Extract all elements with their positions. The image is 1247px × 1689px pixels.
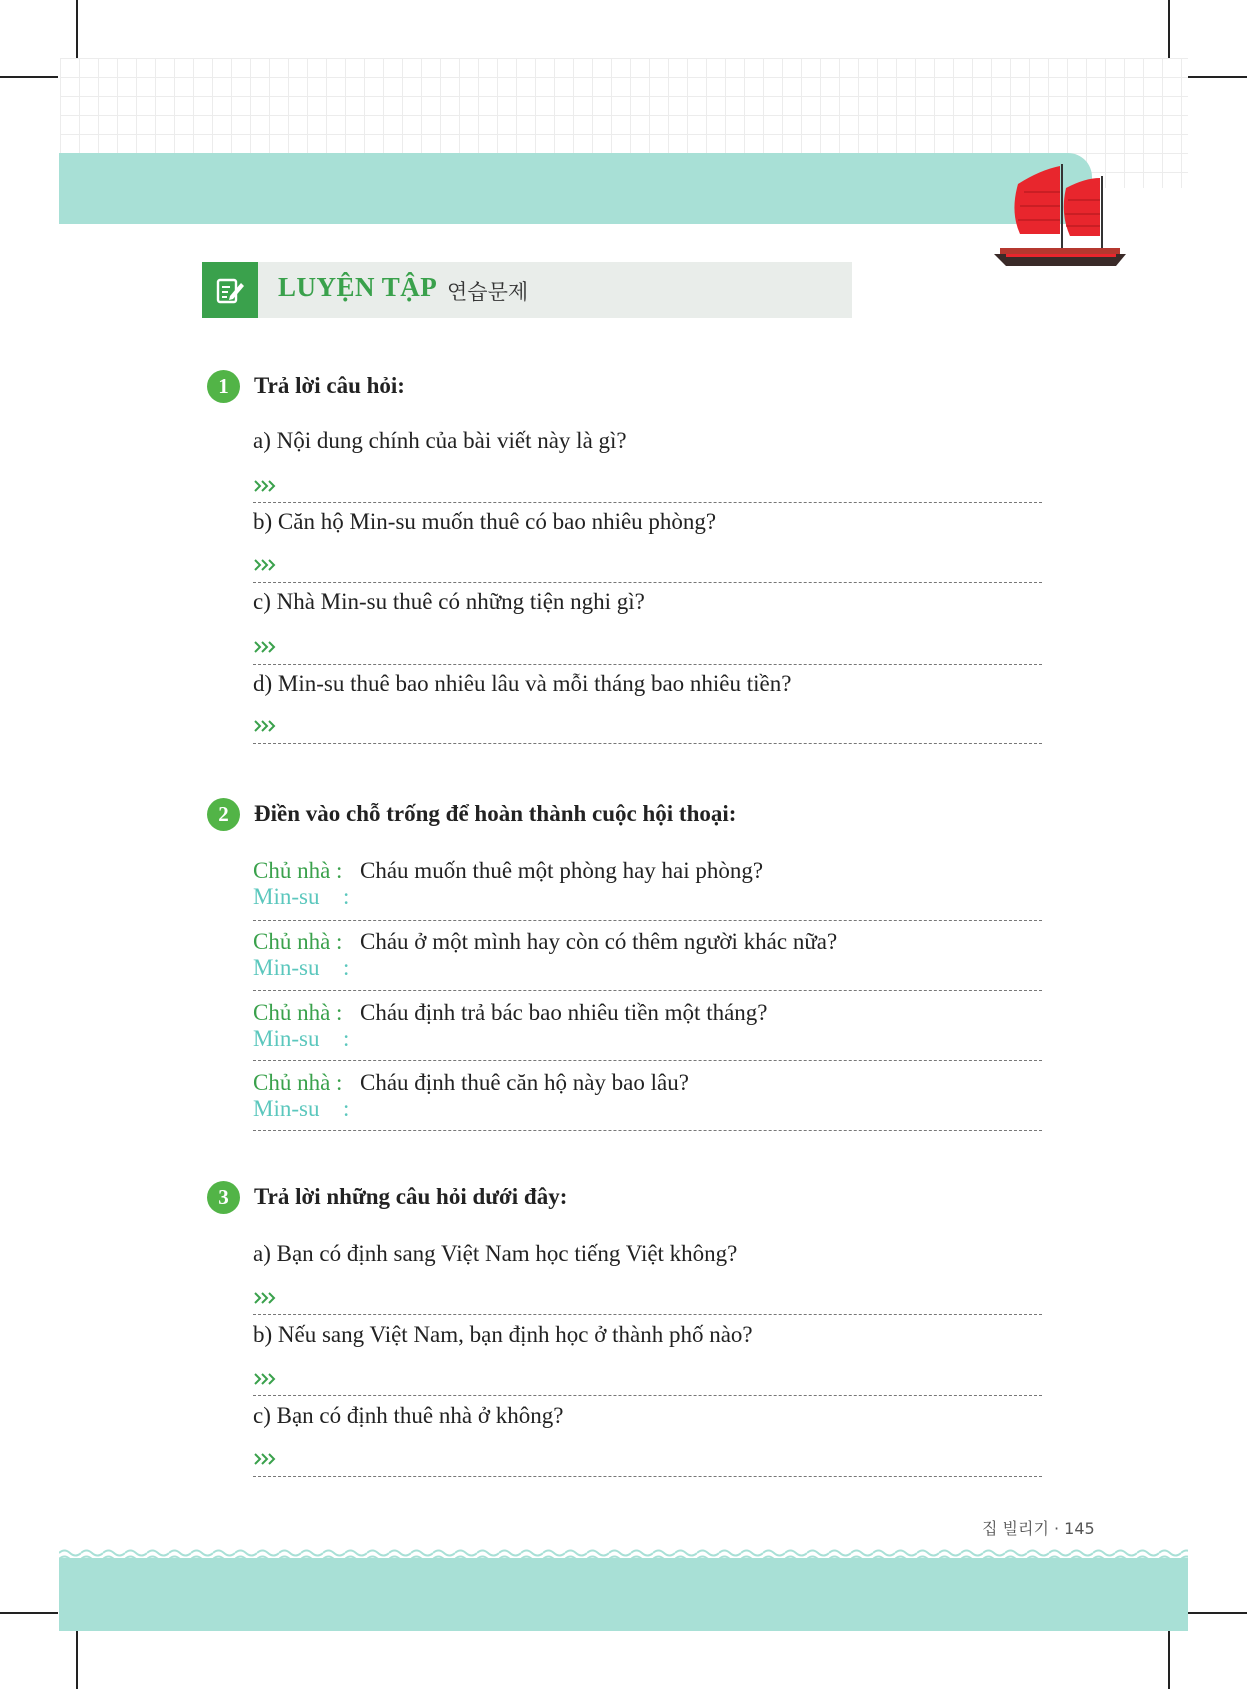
section-title: Điền vào chỗ trống để hoàn thành cuộc hội thoại: (254, 801, 737, 826)
speaker-minsu: Min-su (253, 884, 320, 909)
crop-mark (1188, 1612, 1247, 1614)
answer-line[interactable] (253, 1314, 1042, 1315)
answer-line[interactable] (253, 1060, 1042, 1061)
dialogue-line: Cháu muốn thuê một phòng hay hai phòng? (360, 858, 764, 883)
section-number-badge: 1 (207, 370, 240, 403)
answer-arrow-icon (253, 1371, 277, 1387)
speaker-landlord: Chủ nhà : (253, 858, 343, 883)
dialogue-line: Cháu định thuê căn hộ này bao lâu? (360, 1070, 689, 1095)
answer-line[interactable] (253, 1476, 1042, 1477)
speaker-landlord: Chủ nhà : (253, 1000, 343, 1025)
question: b) Căn hộ Min-su muốn thuê có bao nhiêu phòng? (253, 509, 717, 534)
speaker-landlord: Chủ nhà : (253, 1070, 343, 1095)
question: b) Nếu sang Việt Nam, bạn định học ở thành phố nào? (253, 1322, 753, 1347)
page-number: 집 빌리기 · 145 (982, 1519, 1095, 1538)
answer-arrow-icon (253, 557, 277, 573)
crop-mark (0, 76, 58, 78)
answer-line[interactable] (253, 920, 1042, 921)
answer-line[interactable] (253, 743, 1042, 744)
answer-line[interactable] (253, 582, 1042, 583)
answer-arrow-icon (253, 1451, 277, 1467)
answer-line[interactable] (253, 1130, 1042, 1131)
crop-mark (1188, 76, 1247, 78)
question: c) Nhà Min-su thuê có những tiện nghi gì? (253, 589, 645, 614)
answer-line[interactable] (253, 990, 1042, 991)
crop-mark (76, 1630, 78, 1689)
speaker-colon: : (343, 884, 350, 909)
junk-boat-illustration (990, 162, 1130, 272)
answer-arrow-icon (253, 478, 277, 494)
top-banner (59, 153, 1092, 224)
section-title: Trả lời những câu hỏi dưới đây: (254, 1184, 568, 1209)
dialogue-line: Cháu định trả bác bao nhiêu tiền một tháng? (360, 1000, 768, 1025)
notepad-pencil-icon (202, 262, 258, 318)
question: c) Bạn có định thuê nhà ở không? (253, 1403, 564, 1428)
crop-mark (0, 1612, 58, 1614)
answer-arrow-icon (253, 718, 277, 734)
speaker-minsu: Min-su (253, 955, 320, 980)
section-number-badge: 3 (207, 1181, 240, 1214)
question: a) Bạn có định sang Việt Nam học tiếng Việt không? (253, 1241, 738, 1266)
speaker-colon: : (343, 1026, 350, 1051)
answer-arrow-icon (253, 639, 277, 655)
section-number-badge: 2 (207, 798, 240, 831)
speaker-colon: : (343, 955, 350, 980)
speaker-minsu: Min-su (253, 1026, 320, 1051)
crop-mark (1168, 0, 1170, 58)
answer-line[interactable] (253, 502, 1042, 503)
speaker-minsu: Min-su (253, 1096, 320, 1121)
speaker-colon: : (343, 1096, 350, 1121)
answer-arrow-icon (253, 1290, 277, 1306)
dialogue-line: Cháu ở một mình hay còn có thêm người khác nữa? (360, 929, 838, 954)
header-subtitle: 연습문제 (447, 280, 529, 304)
section-title: Trả lời câu hỏi: (254, 373, 405, 398)
question: a) Nội dung chính của bài viết này là gì? (253, 428, 627, 453)
header-title: LUYỆN TẬP (278, 272, 438, 302)
crop-mark (1168, 1630, 1170, 1689)
crop-mark (76, 0, 78, 58)
question: d) Min-su thuê bao nhiêu lâu và mỗi tháng bao nhiêu tiền? (253, 671, 792, 696)
answer-line[interactable] (253, 664, 1042, 665)
speaker-landlord: Chủ nhà : (253, 929, 343, 954)
bottom-banner (59, 1558, 1188, 1631)
answer-line[interactable] (253, 1395, 1042, 1396)
